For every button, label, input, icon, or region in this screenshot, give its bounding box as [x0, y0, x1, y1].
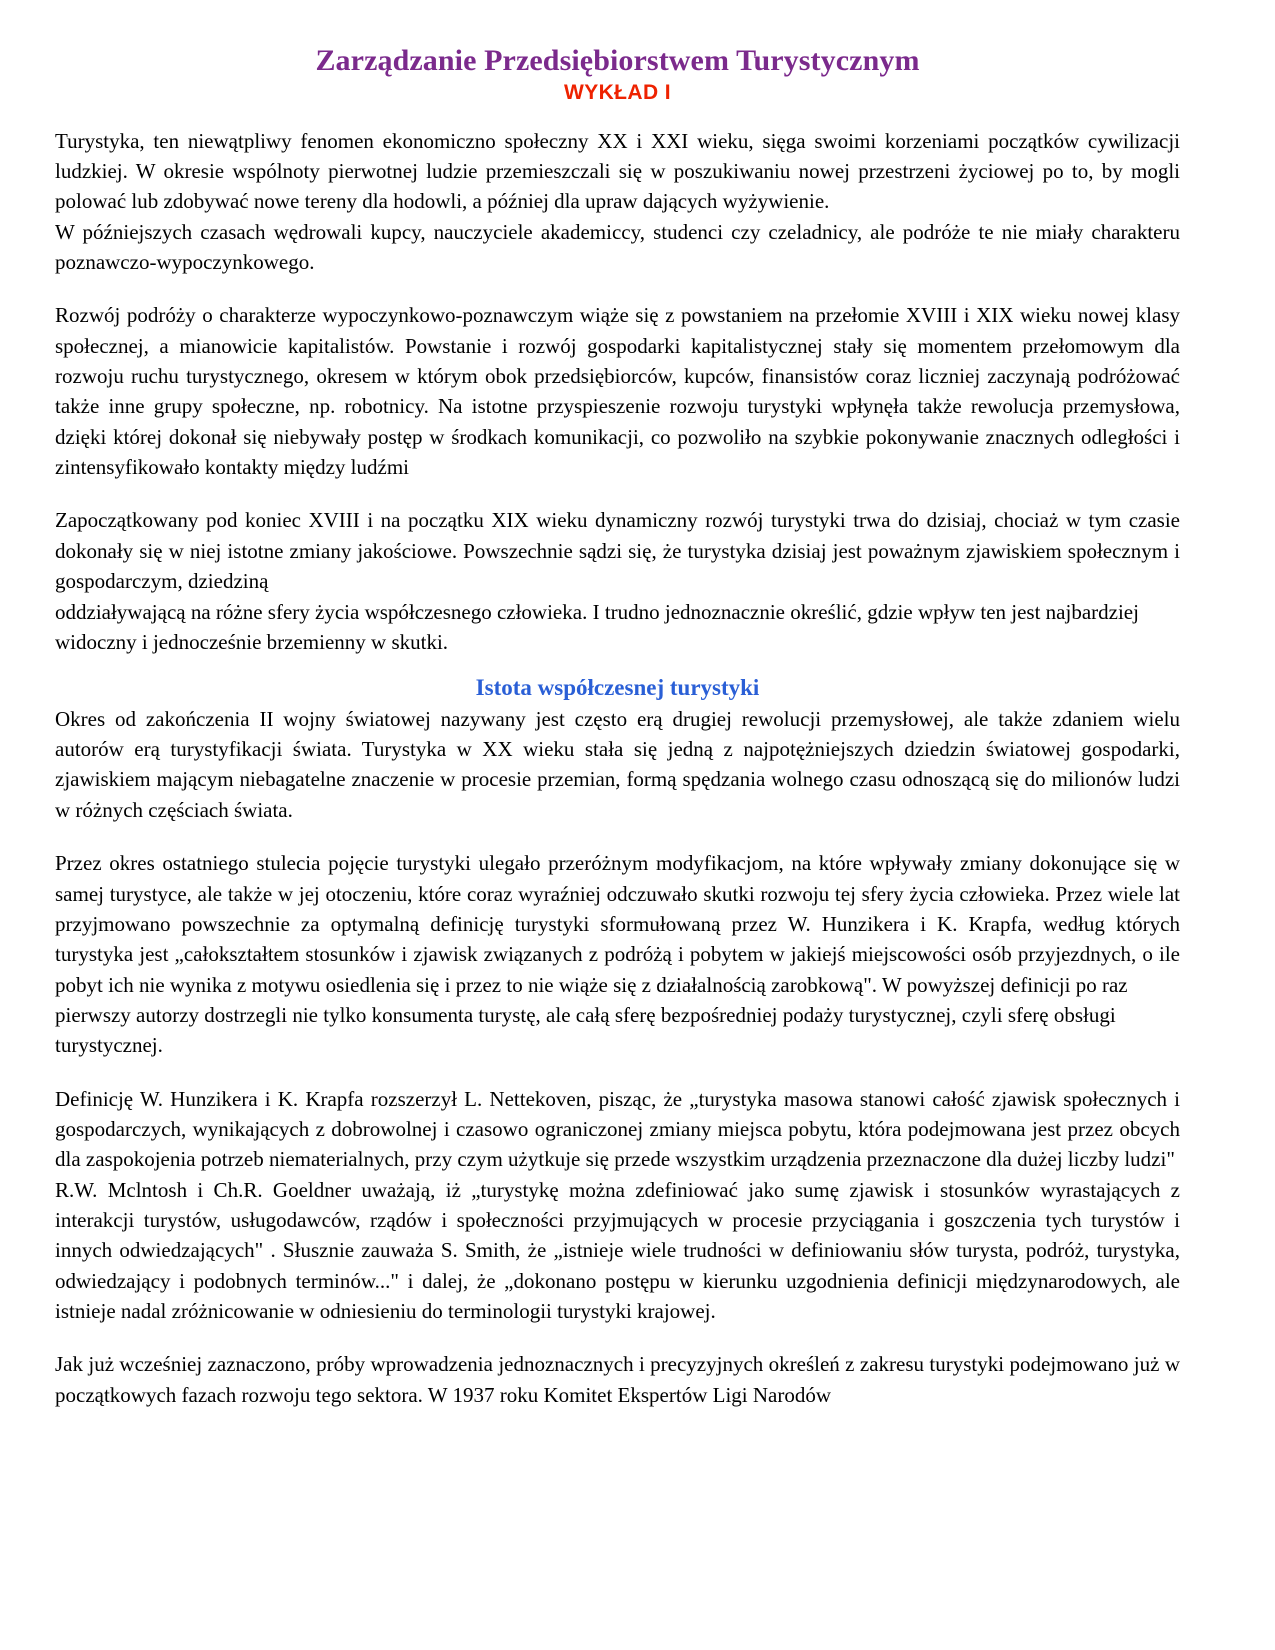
document-title: Zarządzanie Przedsiębiorstwem Turystycznym — [315, 44, 920, 77]
paragraph-spacer — [55, 1061, 1180, 1084]
paragraph-5: oddziaływającą na różne sfery życia współczesnego człowieka. I trudno jednoznacznie określić, gdzie wpływ ten jest najbardziej widoczny i jednocześnie brzemienny w skutki. — [55, 599, 1139, 654]
paragraph-8: pierwszy autorzy dostrzegli nie tylko konsumenta turystę, ale całą sferę bezpośredniej podaży turystycznej, czyli sferę obsługi turystycznej. — [55, 1002, 1116, 1058]
section-heading-istota-wspolczesnej-turystyki: Istota współczesnej turystyki — [475, 675, 760, 701]
paragraph-1: Turystyka, ten niewątpliwy fenomen ekonomiczno społeczny XX i XXI wieku, sięga swoimi korzeniami początków cywilizacji ludzkiej. W okresie wspólnoty pierwotnej ludzie przemieszczali się w poszukiwaniu nowej przestrzeni życiowej po to, by mogli polować lub zdobywać nowe tereny dla hodowli, a później dla upraw dających wyżywienie. — [55, 128, 1180, 214]
paragraph-2: W późniejszych czasach wędrowali kupcy, nauczyciele akademiccy, studenci czy czeladnicy, ale podróże te nie miały charakteru poznawczo-wypoczynkowego. — [55, 219, 1180, 275]
paragraph-6: Okres od zakończenia II wojny światowej nazywany jest często erą drugiej rewolucji przemysłowej, ale także zdaniem wielu autorów erą turystyfikacji świata. Turystyka w XX wieku stała się jedną z najpotężniejszych dziedzin światowej gospodarki, zjawiskiem mającym niebagatelne znaczenie w procesie przemian, formą spędzania wolnego czasu odnoszącą się do milionów ludzi w różnych częściach świata. — [55, 706, 1180, 822]
paragraph-spacer — [55, 825, 1180, 848]
paragraph-3: Rozwój podróży o charakterze wypoczynkowo-poznawczym wiąże się z powstaniem na przełomie XVIII i XIX wieku nowej klasy społecznej, a mianowicie kapitalistów. Powstanie i rozwój gospodarki kapitalistycznej stały się momentem przełomowym dla rozwoju ruchu turystycznego, okresem w którym obok przedsiębiorców, kupców, finansistów coraz liczniej zaczynają podróżować także inne grupy społeczne, np. robotnicy. Na istotne przyspieszenie rozwoju turystyki wpłynęła także rewolucja przemysłowa, dzięki której dokonał się niebywały postęp w środkach komunikacji, co pozwoliło na szybkie pokonywanie znacznych odległości i zintensyfikowało kontakty między ludźmi — [55, 303, 1180, 480]
paragraph-spacer — [55, 277, 1180, 300]
paragraph-spacer — [55, 1326, 1180, 1349]
paragraph-spacer — [55, 482, 1180, 505]
paragraph-9: Definicję W. Hunzikera i K. Krapfa rozszerzył L. Nettekoven, pisząc, że „turystyka masowa stanowi całość zjawisk społecznych i gospodarczych, wynikających z dobrowolnej i czasowo ograniczonej zmiany miejsca pobytu, która podejmowana jest przez obcych dla zaspokojenia potrzeb niematerialnych, przy czym użytkuje się przede wszystkim urządzenia przeznaczone dla dużej liczby ludzi" — [55, 1086, 1180, 1172]
paragraph-7: Przez okres ostatniego stulecia pojęcie turystyki ulegało przeróżnym modyfikacjom, na które wpływały zmiany dokonujące się w samej turystyce, ale także w jej otoczeniu, które coraz wyraźniej odczuwało skutki rozwoju tej sfery życia człowieka. Przez wiele lat przyjmowano powszechnie za optymalną definicję turystyki sformułowaną przez W. Hunzikera i K. Krapfa, według których turystyka jest „całokształtem stosunków i zjawisk związanych z podróżą i pobytem w jakiejś miejscowości osób przyjezdnych, o ile pobyt ich nie wynika z motywu osiedlenia się i przez to nie wiąże się z działalnością zarobkową". W powyższej definicji po raz — [55, 851, 1180, 997]
paragraph-4: Zapoczątkowany pod koniec XVIII i na początku XIX wieku dynamiczny rozwój turystyki trwa do dzisiaj, chociaż w tym czasie dokonały się w niej istotne zmiany jakościowe. Powszechnie sądzi się, że turystyka dzisiaj jest poważnym zjawiskiem społecznym i gospodarczym, dziedziną — [55, 508, 1180, 594]
paragraph-10: R.W. Mclntosh i Ch.R. Goeldner uważają, iż „turystykę można zdefiniować jako sumę zjawisk i stosunków wyrastających z interakcji turystów, usługodawców, rządów i społeczności przyjmujących w procesie przyciągania i goszczenia tych turystów i innych odwiedzających" . Słusznie zauważa S. Smith, że „istnieje wiele trudności w definiowaniu słów turysta, podróż, turystyka, odwiedzający i podobnych terminów..." i dalej, że „dokonano postępu w kierunku uzgodnienia definicji międzynarodowych, ale istnieje nadal zróżnicowanie w odniesieniu do terminologii turystyki krajowej. — [55, 1177, 1180, 1323]
paragraph-11: Jak już wcześniej zaznaczono, próby wprowadzenia jednoznacznych i precyzyjnych określeń z zakresu turystyki podejmowano już w początkowych fazach rozwoju tego sektora. W 1937 roku Komitet Ekspertów Ligi Narodów — [55, 1352, 1180, 1407]
document-subtitle: WYKŁAD I — [563, 80, 672, 104]
